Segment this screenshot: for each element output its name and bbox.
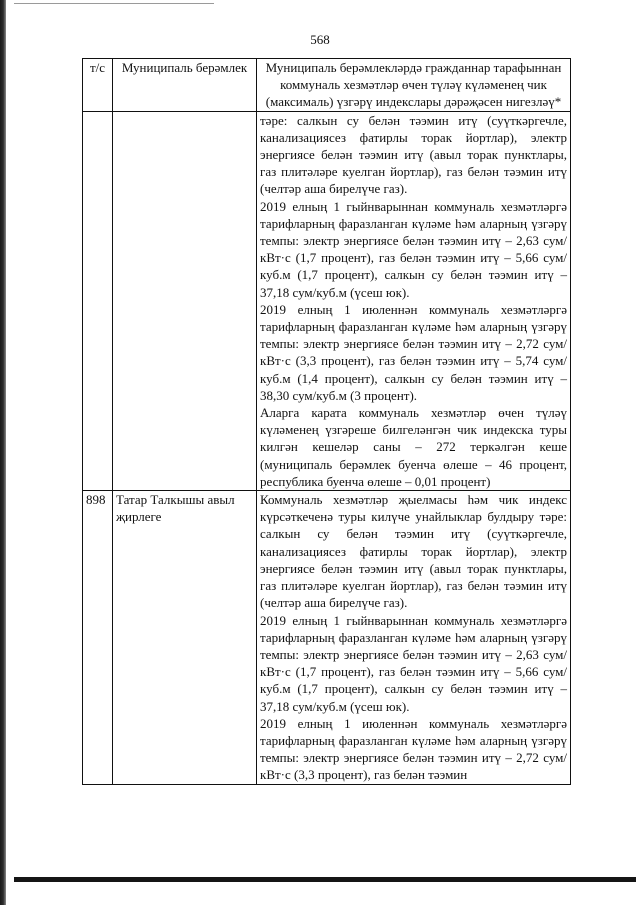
paragraph: 2019 елның 1 гыйнварыннан коммуналь хезмәтләргә тарифларның фаразланган күләме һәм аларның үзгәрү темпы: электр энергиясе белән тәэмин итү – 2,63 сум/кВт·с (1,7 процент), газ белән тәэмин итү – 5,66 сум/куб.м (1,7 процент), салкын су белән тәэмин итү – 37,18 сум/куб.м (үсеш юк). xyxy=(260,198,567,300)
row-number: 898 xyxy=(83,491,113,784)
scan-bottom-edge xyxy=(14,877,636,882)
page-number: 568 xyxy=(310,32,330,47)
paragraph: 2019 елның 1 гыйнварыннан коммуналь хезмәтләргә тарифларның фаразланган күләме һәм аларның үзгәрү темпы: электр энергиясе белән тәэмин итү – 2,63 сум/кВт·с (1,7 процент), газ белән тәэмин итү – 5,66 сум/куб.м (1,7 процент), салкын су белән тәэмин итү – 37,18 сум/куб.м (үсеш юк). xyxy=(260,612,567,714)
document-table xyxy=(82,58,571,785)
row-municipality xyxy=(113,111,257,490)
table-row xyxy=(83,491,571,784)
header-number: т/с xyxy=(83,59,113,112)
table-header-row xyxy=(83,59,571,112)
paragraph: Коммуналь хезмәтләр җыелмасы һәм чик индекс күрсәткеченә туры килүче унайлыклар булдыру тәре: салкын су белән тәэмин итү (суүткәргечле, канализациясез фатирлы торак йортлар), электр энергиясе белән тәэмин итү (авыл торак пунктлары, газ плитәләре куелган йортлар), газ белән тәэмин итү (челтәр аша бирелүче газ). xyxy=(260,492,567,611)
paragraph: Аларга карата коммуналь хезмәтләр өчен түләү күләменең үзгәреше билгеләнгән чик индекска туры килгән кешеләр саны – 272 теркәлгән кеше (муниципаль берәмлек буенча өлеше – 46 процент, республика буенча өлеше – 0,01 процент) xyxy=(260,405,567,489)
row-municipality: Татар Талкышы авыл җирлеге xyxy=(113,491,257,784)
scan-top-edge xyxy=(14,3,214,4)
paragraph: тәре: салкын су белән тәэмин итү (суүткәргечле, канализациясез фатирлы торак йортлар), электр энергиясе белән тәэмин итү (авыл торак пунктлары, газ плитәләре куелган йортлар), газ белән тәэмин итү (челтәр аша бирелүче газ). xyxy=(260,112,567,197)
scan-left-edge xyxy=(0,0,6,905)
header-description: Муниципаль берәмлекләрдә гражданнар тарафыннан коммуналь хезмәтләр өчен түләү күләменең чик (максималь) үзгәрү индекслары дәрәҗәсен нигезләү* xyxy=(257,59,571,112)
header-municipality: Муниципаль берәмлек xyxy=(113,59,257,112)
row-description xyxy=(257,491,571,784)
paragraph: 2019 елның 1 июленнән коммуналь хезмәтләргә тарифларның фаразланган күләме һәм аларның үзгәрү темпы: электр энергиясе белән тәэмин итү – 2,72 сум/кВт·с (3,3 процент), газ белән тәэмин xyxy=(260,715,567,783)
paragraph: 2019 елның 1 июленнән коммуналь хезмәтләргә тарифларның фаразланган күләме һәм аларның үзгәрү темпы: электр энергиясе белән тәэмин итү – 2,72 сум/кВт·с (3,3 процент), газ белән тәэмин итү – 5,74 сум/куб.м (1,4 процент), салкын су белән тәэмин итү – 38,30 сум/куб.м (3 процент). xyxy=(260,301,567,403)
row-number xyxy=(83,111,113,490)
table-row xyxy=(83,111,571,490)
row-description xyxy=(257,111,571,490)
